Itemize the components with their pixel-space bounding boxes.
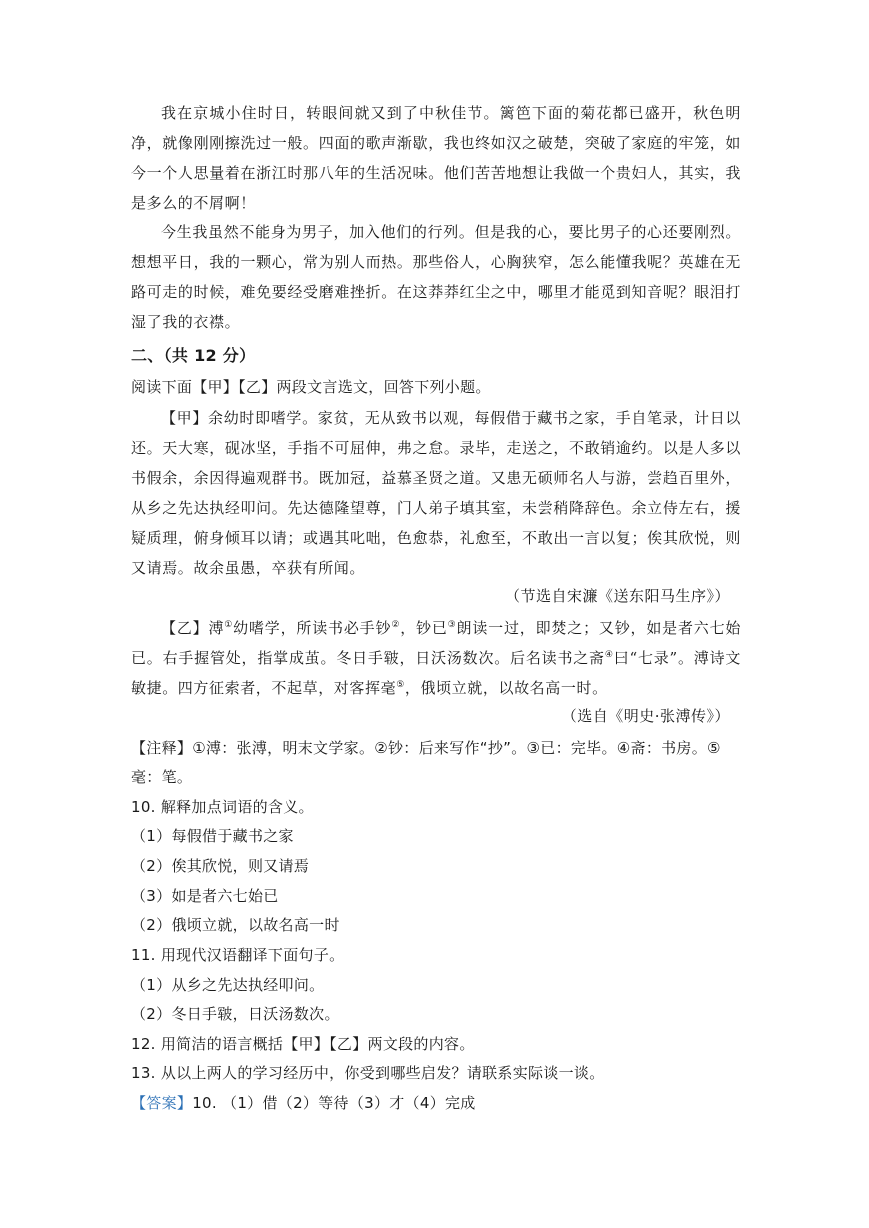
source-yi: （选自《明史·张溥传》） — [561, 707, 730, 725]
answer-tag: 【答案】 — [131, 1094, 193, 1112]
question-10: 10. 解释加点词语的含义。 — [131, 798, 314, 816]
question-10-item-2: （2）俟其欣悦，则又请焉 — [131, 857, 310, 875]
footnote-marker: ⑤ — [396, 680, 405, 690]
classical-text-yi: 【乙】溥①幼嗜学，所读书必手钞②，钞已③朗读一过，即焚之；又钞，如是者六七始已。右手握管处，指掌成茧。冬日手皲，日沃汤数次。后名读书之斋④曰“七录”。溥诗文敏捷。四方征索者，不起草，对客挥毫⑤，俄顷立就，以故名高一时。 — [131, 619, 741, 697]
section-instruction: 阅读下面【甲】【乙】两段文言选文，回答下列小题。 — [131, 378, 491, 396]
passage-paragraph-1: 我在京城小住时日，转眼间就又到了中秋佳节。篱笆下面的菊花都已盛开，秋色明净，就像刚刚擦洗过一般。四面的歌声渐歇，我也终如汉之破楚，突破了家庭的牢笼，如今一个人思量着在浙江时那八年的生活况味。他们苦苦地想让我做一个贵妇人，其实，我是多么的不屑啊！ — [131, 104, 741, 212]
question-11-item-1: （1）从乡之先达执经叩问。 — [131, 976, 325, 994]
notes-line-1: 【注释】①溥：张溥，明末文学家。②钞：后来写作“抄”。③已：完毕。④斋：书房。⑤ — [131, 739, 721, 757]
question-12: 12. 用简洁的语言概括【甲】【乙】两文段的内容。 — [131, 1035, 475, 1053]
footnote-marker: ④ — [604, 650, 614, 660]
question-10-item-3: （3）如是者六七始已 — [131, 887, 279, 905]
question-10-item-4: （2）俄顷立就，以故名高一时 — [131, 916, 340, 934]
footnote-marker: ① — [224, 620, 234, 630]
section-heading: 二、（共 12 分） — [131, 346, 256, 365]
question-11: 11. 用现代汉语翻译下面句子。 — [131, 946, 345, 964]
footnote-marker: ③ — [447, 620, 457, 630]
answer-line — [131, 1092, 741, 1113]
notes-line-2: 毫：笔。 — [131, 768, 193, 786]
question-13: 13. 从以上两人的学习经历中，你受到哪些启发？请联系实际谈一谈。 — [131, 1064, 605, 1082]
answer-text: 10. （1）借（2）等待（3）才（4）完成 — [192, 1094, 476, 1112]
classical-text-jia: 【甲】余幼时即嗜学。家贫，无从致书以观，每假借于藏书之家，手自笔录，计日以还。天大寒，砚冰坚，手指不可屈伸，弗之怠。录毕，走送之，不敢销逾约。以是人多以书假余，余因得遍观群书。既加冠，益慕圣贤之道。又患无硕师名人与游，尝趋百里外，从乡之先达执经叩问。先达德隆望尊，门人弟子填其室，未尝稍降辞色。余立侍左右，援疑质理，俯身倾耳以请；或遇其叱咄，色愈恭，礼愈至，不敢出一言以复；俟其欣悦，则又请焉。故余虽愚，卒获有所闻。 — [131, 409, 741, 577]
question-11-item-2: （2）冬日手皲，日沃汤数次。 — [131, 1005, 340, 1023]
question-10-item-1: （1）每假借于藏书之家 — [131, 827, 294, 845]
source-jia: （节选自宋濂《送东阳马生序》） — [504, 587, 730, 605]
passage-paragraph-2: 今生我虽然不能身为男子，加入他们的行列。但是我的心，要比男子的心还要刚烈。想想平日，我的一颗心，常为别人而热。那些俗人，心胸狭窄，怎么能懂我呢？英雄在无路可走的时候，难免要经受磨难挫折。在这莽莽红尘之中，哪里才能觅到知音呢？眼泪打湿了我的衣襟。 — [131, 223, 741, 331]
footnote-marker: ② — [391, 620, 401, 630]
